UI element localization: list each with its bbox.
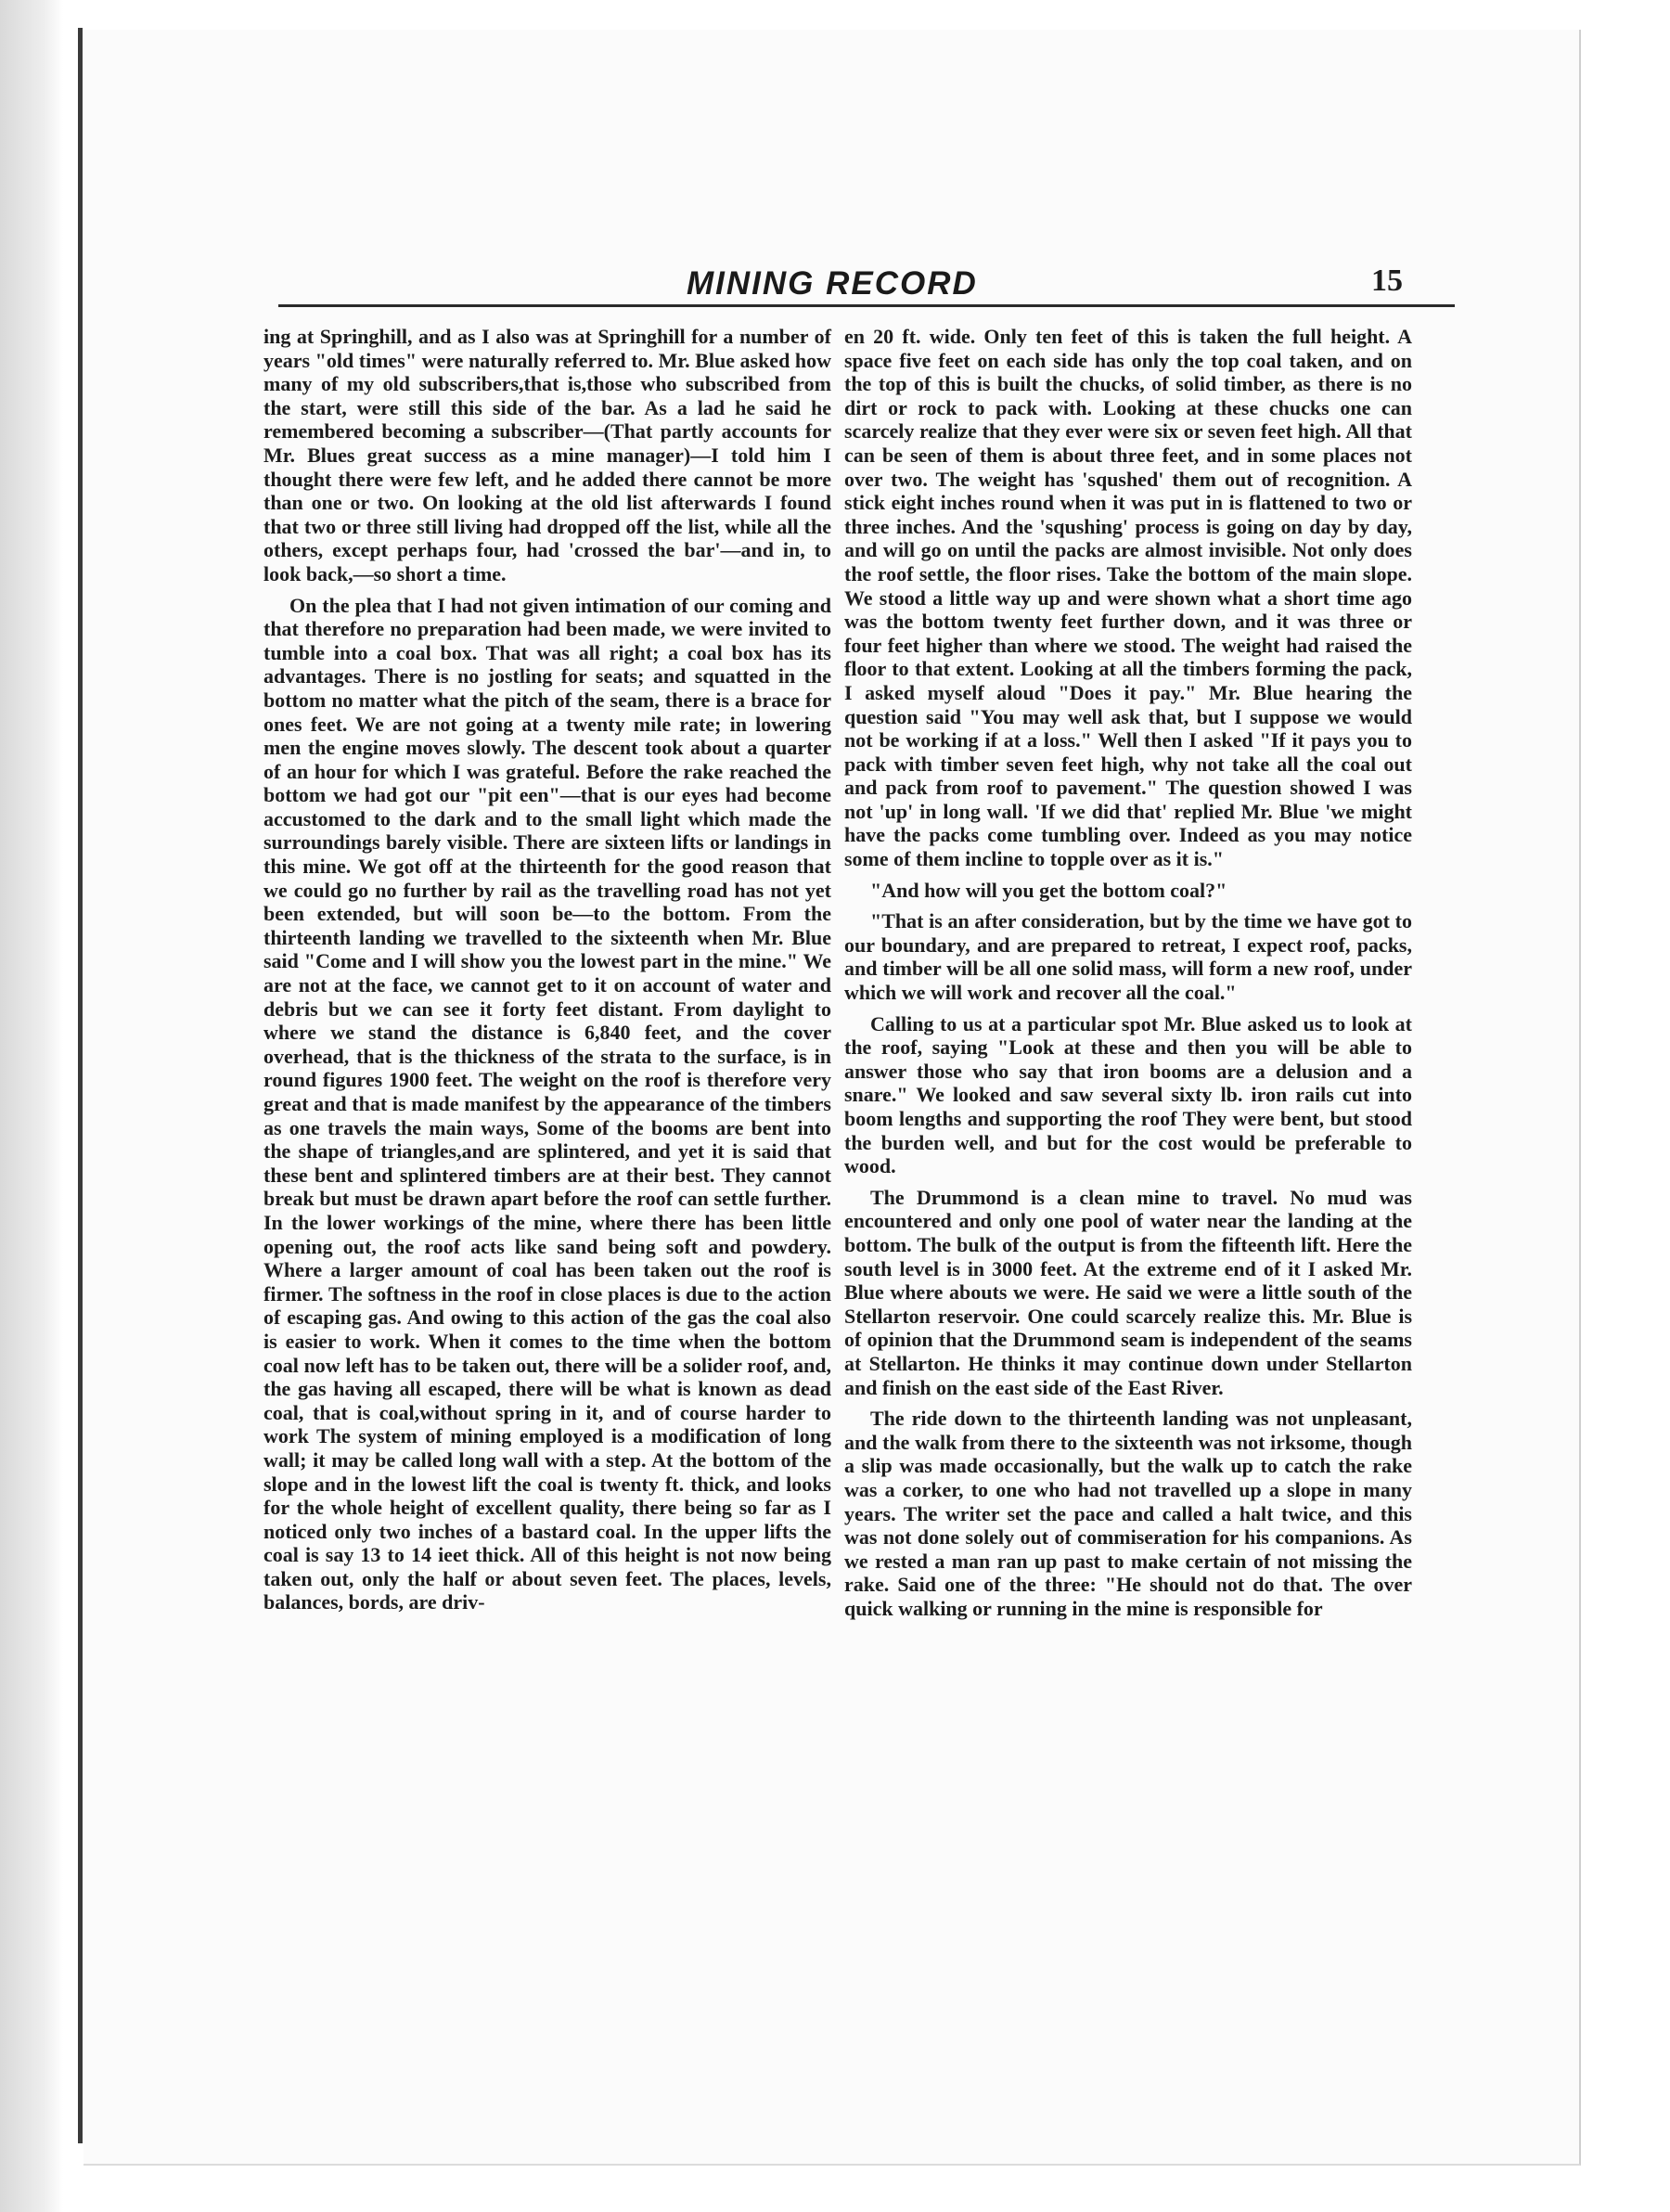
paragraph: The Drummond is a clean mine to travel. No mud was encountered and only one pool of water near the landing at the bottom. The bulk of the output is from the fifteenth lift. Here the south level is in 3000 feet. At the extreme end of it I asked Mr. Blue where abouts we were. He said we were a little south of the Stellarton reservoir. One could scarcely realize this. Mr. Blue is of opinion that the Drummond seam is independent of the seams at Stellarton. He thinks it may continue down under Stellarton and finish on the east side of the East River. — [844, 1185, 1412, 1399]
binding-edge — [78, 28, 83, 2143]
right-column — [844, 325, 1412, 1627]
page-number: 15 — [1371, 264, 1403, 298]
paragraph: On the plea that I had not given intimation of our coming and that therefore no preparation had been made, we were invited to tumble into a coal box. That was all right; a coal box has its advantages. There is no jostling for seats; and squatted in the bottom no matter what the pitch of the seam, there is a brace for ones feet. We are not going at a twenty mile rate; in lowering men the engine moves slowly. The descent took about a quarter of an hour for which I was grateful. Before the rake reached the bottom we had got our "pit een"—that is our eyes had become accustomed to the dark and to the small light which made the surroundings barely visible. There are sixteen lifts or landings in this mine. We got off at the thirteenth for the good reason that we could go no further by rail as the travelling road has not yet been extended, but will soon be—to the bottom. From the thirteenth landing we travelled to the sixteenth when Mr. Blue said "Come and I will show you the lowest part in the mine." We are not at the face, we cannot get to it on account of water and debris but we can see it forty feet distant. From daylight to where we stand the distance is 6,840 feet, and the cover overhead, that is the thickness of the strata to the surface, is in round figures 1900 feet. The weight on the roof is therefore very great and that is made manifest by the appearance of the timbers as one travels the main ways, Some of the booms are bent into the shape of triangles,and are splintered, and yet it is said that these bent and splintered timbers are at their best. They cannot break but must be drawn apart before the roof can settle further. In the lower workings of the mine, where there has been little opening out, the roof acts like sand being soft and powdery. Where a larger amount of coal has been taken out the roof is firmer. The softness in the roof in close places is due to the action of escaping gas. And owing to this action of the gas the coal also is easier to work. When it comes to the time when the bottom coal now left has to be taken out, there will be a solider roof, and, the gas having all escaped, there will be what is known as dead coal, that is coal,without spring in it, and of course harder to work The system of mining employed is a modification of long wall; it may be called long wall with a step. At the bottom of the slope and in the lowest lift the coal is twenty ft. thick, and looks for the whole height of excellent quality, there being so far as I noticed only two inches of a bastard coal. In the upper lifts the coal is say 13 to 14 ieet thick. All of this height is not now being taken out, only the half or about seven feet. The places, levels, balances, bords, are driv- — [263, 593, 831, 1614]
paragraph: "And how will you get the bottom coal?" — [870, 878, 1227, 902]
paragraph: "That is an after consideration, but by the time we have got to our boundary, and are prepared to retreat, I expect roof, packs, and timber will be all one solid mass, will form a new roof, under which we will work and recover all the coal." — [844, 909, 1412, 1005]
header-rule — [278, 304, 1455, 307]
paragraph: ing at Springhill, and as I also was at Springhill for a number of years "old times" were naturally referred to. Mr. Blue asked how many of my old subscribers,that is,those who subscribed from the start, were still this side of the bar. As a lad he said he remembered becoming a subscriber—(That partly accounts for Mr. Blues great success as a mine manager)—I told him I thought there were few left, and he added there cannot be more than one or two. On looking at the old list afterwards I found that two or three still living had dropped off the list, while all the others, except perhaps four, had 'crossed the bar'—and in, to look back,—so short a time. — [263, 325, 831, 585]
paragraph: The ride down to the thirteenth landing was not unpleasant, and the walk from there to the sixteenth was not irksome, though a slip was made occasionally, but the walk up to catch the rake was a corker, to one who had not travelled up a slope in many years. The writer set the pace and called a halt twice, and this was not done solely out of commiseration for his companions. As we rested a man ran up past to make certain of not missing the rake. Said one of the three: "He should not do that. The over quick walking or running in the mine is responsible for — [844, 1407, 1412, 1620]
running-header — [278, 265, 1455, 306]
left-column — [263, 325, 831, 1622]
paragraph: en 20 ft. wide. Only ten feet of this is taken the full height. A space five feet on each side has only the top coal taken, and on the top of this is built the chucks, of solid timber, as there is no dirt or rock to pack with. Looking at these chucks one can scarcely realize that they ever were six or seven feet high. All that can be seen of them is about three feet, and in some places not over two. The weight has 'squshed' them out of recognition. A stick eight inches round when it was put in is flattened to two or three inches. And the 'squshing' process is going on day by day, and will go on until the packs are almost invisible. Not only does the roof settle, the floor rises. Take the bottom of the main slope. We stood a little way up and were shown what a short time ago was the bottom twenty feet further down, and it was three or four feet higher than where we stood. The weight had raised the floor to that extent. Looking at all the timbers forming the pack, I asked myself aloud "Does it pay." Mr. Blue hearing the question said "You may well ask that, but I suppose we would not be working if at a loss." Well then I asked "If it pays you to pack with timber seven feet high, why not take all the coal out and pack from roof to pavement." The question showed I was not 'up' in long wall. 'If we did that' replied Mr. Blue 'we might have the packs come tumbling over. Indeed as you may notice some of them incline to topple over as it is." — [844, 325, 1412, 871]
scan-margin-shade — [0, 0, 63, 2212]
publication-title: MINING RECORD — [687, 265, 978, 302]
paragraph: Calling to us at a particular spot Mr. Blue asked us to look at the roof, saying "Look at these and then you will be able to answer those who say that iron booms are a delusion and a snare." We looked and saw several sixty lb. iron rails cut into boom lengths and supporting the roof They were bent, but stood the burden well, and but for the cost would be preferable to wood. — [844, 1011, 1412, 1178]
